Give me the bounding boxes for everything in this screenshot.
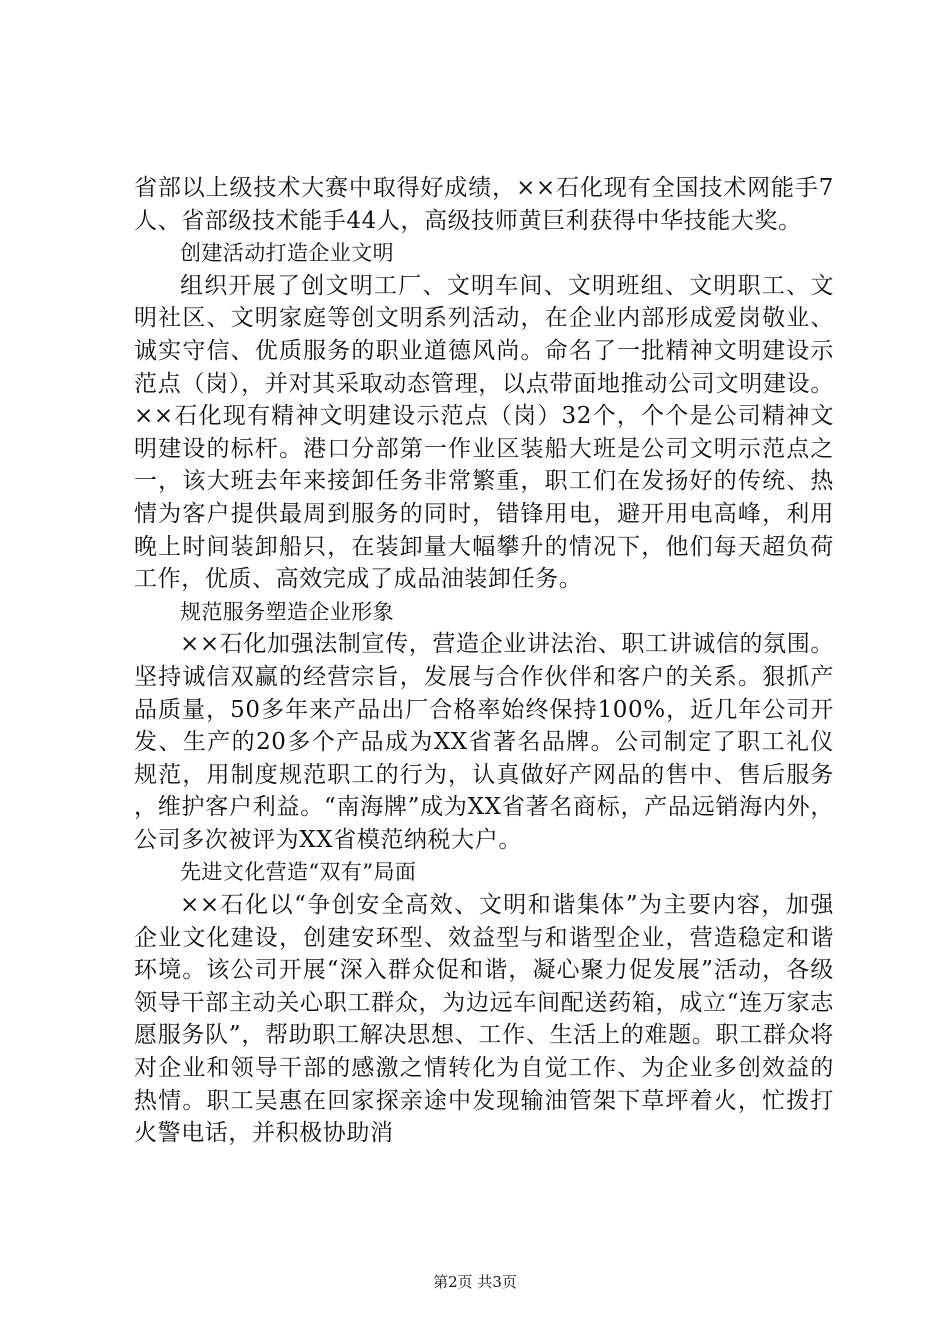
paragraph-intro: 省部以上级技术大赛中取得好成绩，××石化现有全国技术网能手7人、省部级技术能手44人，高级技师黄巨利获得中华技能大奖。 [134, 175, 834, 234]
paragraph-civilization: 组织开展了创文明工厂、文明车间、文明班组、文明职工、文明社区、文明家庭等创文明系列活动，在企业内部形成爱岗敬业、诚实守信、优质服务的职业道德风尚。命名了一批精神文明建设示范点（岗），并对其采取动态管理，以点带面地推动公司文明建设。××石化现有精神文明建设示范点（岗）32个，个个是公司精神文明建设的标杆。港口分部第一作业区装船大班是公司文明示范点之一，该大班去年来接卸任务非常繁重，职工们在发扬好的传统、热情为客户提供最周到服务的同时，错锋用电，避开用电高峰，利用晚上时间装卸船只，在装卸量大幅攀升的情况下，他们每天超负荷工作，优质、高效完成了成品油装卸任务。 [134, 272, 834, 593]
paragraph-service: ××石化加强法制宣传，营造企业讲法治、职工讲诚信的氛围。坚持诚信双赢的经营宗旨，发展与合作伙伴和客户的关系。狠抓产品质量，50多年来产品出厂合格率始终保持100%，近几年公司开发、生产的20多个产品成为XX省著名品牌。公司制定了职工礼仪规范，用制度规范职工的行为，认真做好产网品的售中、售后服务，维护客户利益。“南海牌”成为XX省著名商标，产品远销海内外，公司多次被评为XX省模范纳税大户。 [134, 631, 834, 853]
paragraph-culture: ××石化以“争创安全高效、文明和谐集体”为主要内容，加强企业文化建设，创建安环型、效益型与和谐型企业，营造稳定和谐环境。该公司开展“深入群众促和谐，凝心聚力促发展”活动，各级领导干部主动关心职工群众，为边远车间配送药箱，成立“连万家志愿服务队”，帮助职工解决思想、工作、生活上的难题。职工群众将对企业和领导干部的感激之情转化为自觉工作、为企业多创效益的热情。职工吴惠在回家探亲途中发现输油管架下草坪着火，忙拨打火警电话，并积极协助消 [134, 892, 834, 1147]
section-heading-civilization: 创建活动打造企业文明 [180, 241, 394, 266]
page-footer: 第2页 共3页 [433, 1273, 517, 1291]
section-heading-service: 规范服务塑造企业形象 [180, 599, 394, 624]
document-body [134, 172, 834, 1150]
section-heading-culture: 先进文化营造“双有”局面 [180, 860, 417, 885]
